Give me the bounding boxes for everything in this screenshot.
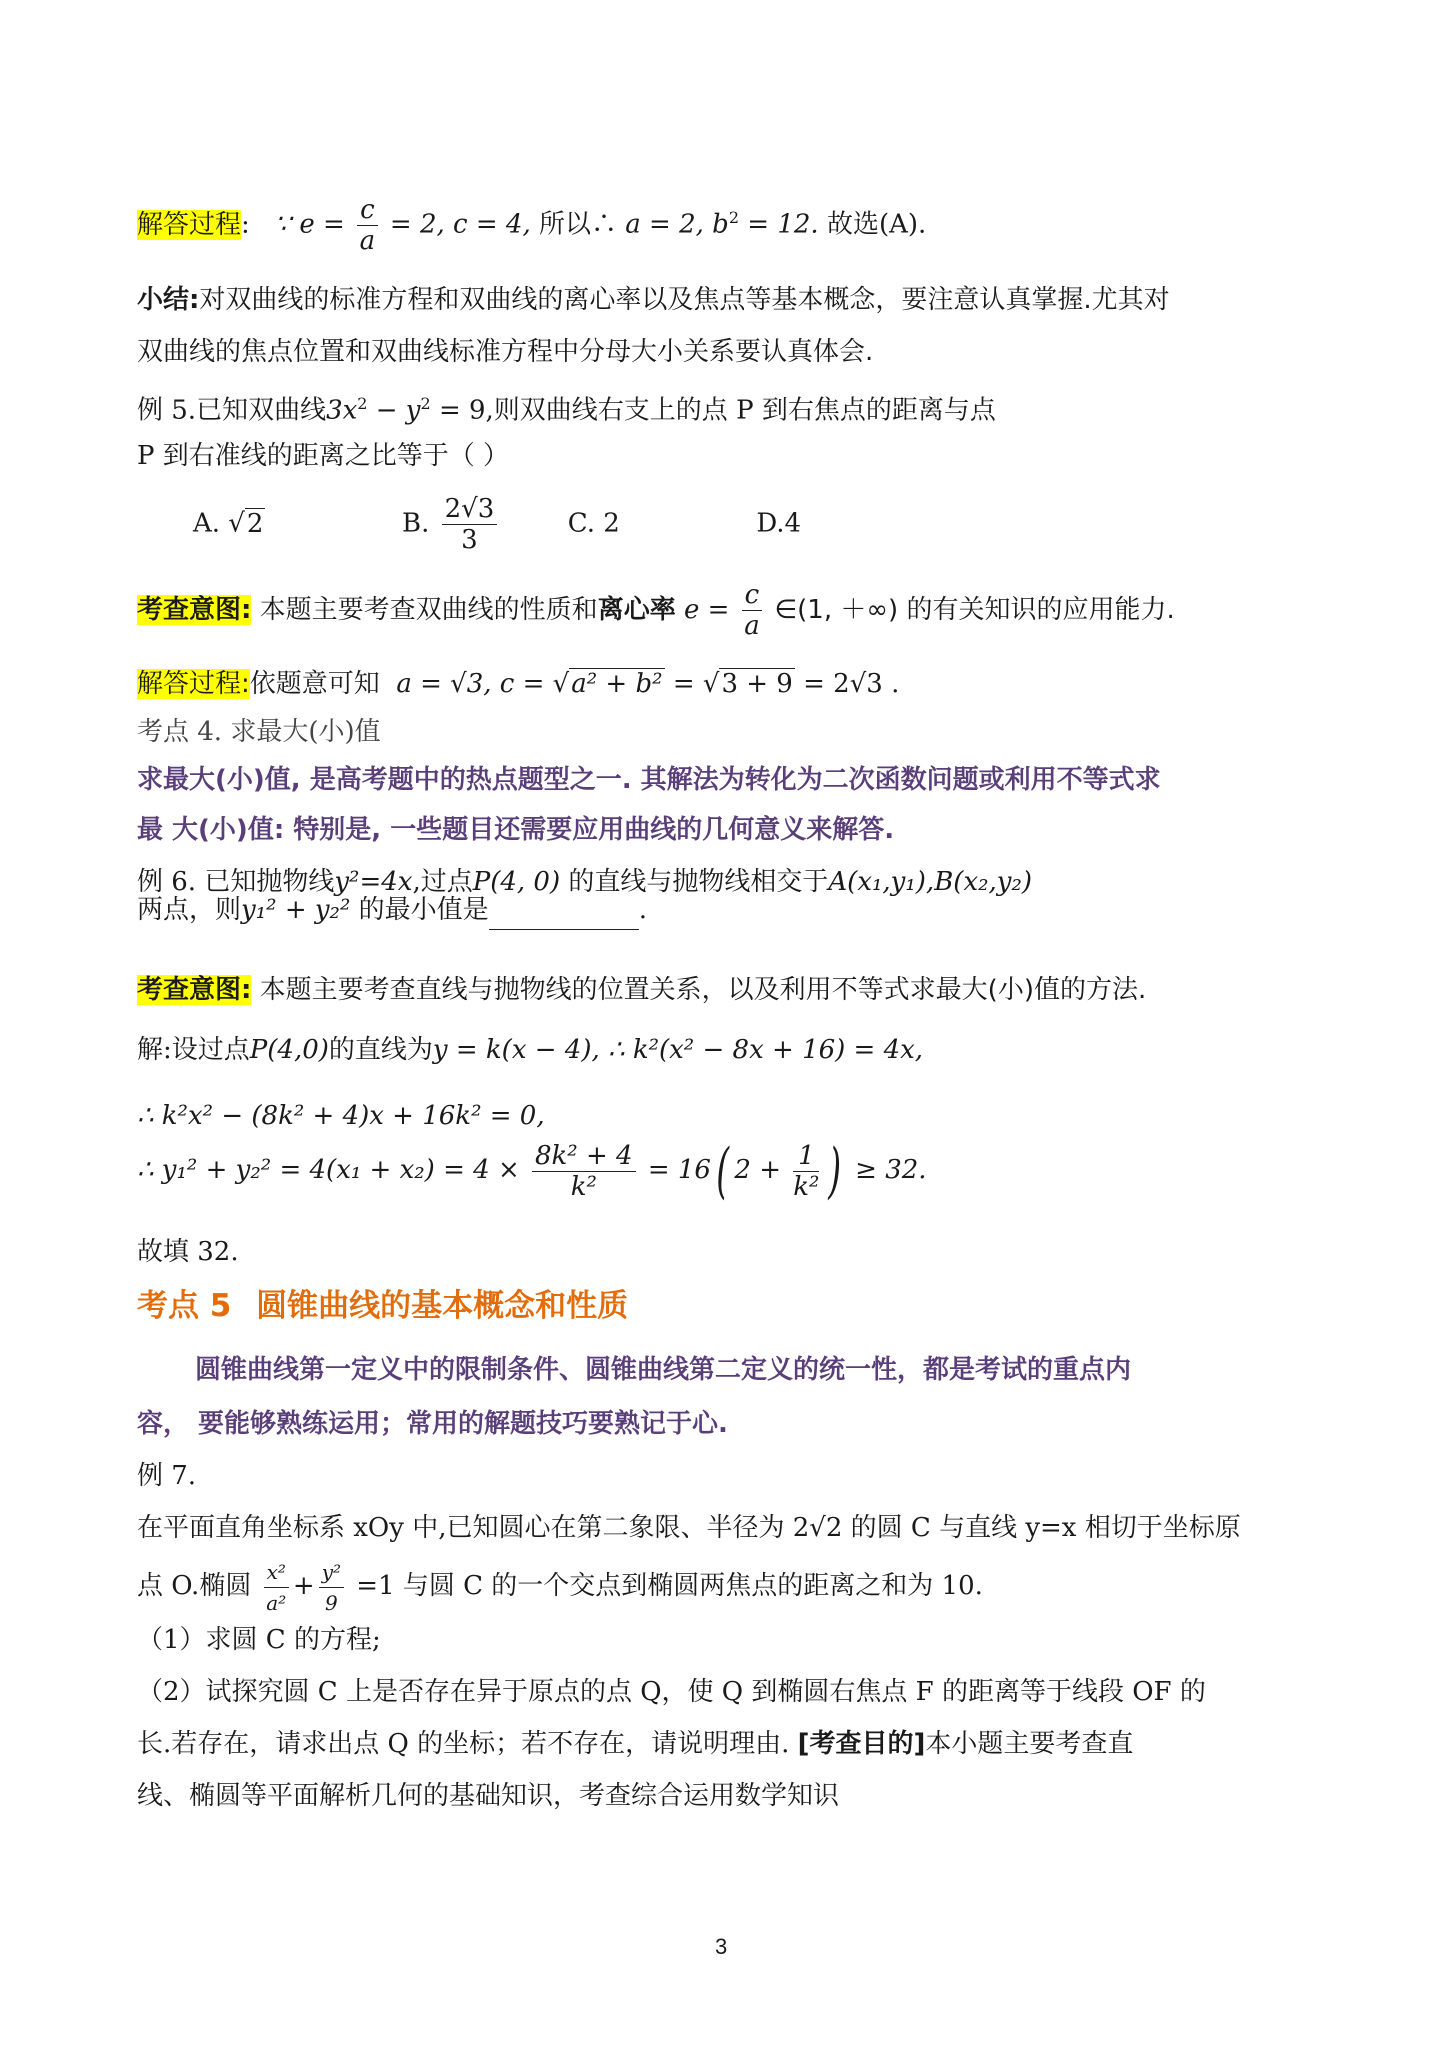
fraction-x2-a2	[264, 1557, 289, 1618]
sup: 2	[420, 394, 431, 413]
example7-label: 例 7.	[137, 1461, 197, 1491]
math-a-c: a = √3, c =	[396, 669, 545, 699]
math-result: a = 2, b	[625, 209, 729, 240]
solution-text: 依题意可知	[249, 669, 380, 699]
intent-text: 本题主要考查直线与抛物线的位置关系，以及利用不等式求最大(小)值的方法.	[259, 975, 1147, 1005]
option-b-label: B.	[401, 508, 430, 539]
ex5-eq2: − y	[367, 395, 421, 426]
so-text: 所以∴	[539, 209, 618, 240]
option-a-label: A.	[193, 508, 221, 539]
solution6-line2: ∴ k²x² − (8k² + 4)x + 16k² = 0,	[137, 1101, 545, 1131]
solution-label: 解答过程	[137, 209, 242, 240]
intent-text: 本题主要考查双曲线的性质和	[259, 595, 598, 625]
kp4-line1: 求最大(小)值, 是高考题中的热点题型之一. 其解法为转化为二次函数问题或利用不等式求	[137, 765, 1161, 795]
choose-text: 故选(A).	[826, 209, 927, 240]
example5-line2: P 到右准线的距离之比等于（ ）	[137, 441, 510, 471]
ex6-expr: y₁² + y₂²	[241, 895, 351, 925]
example7-q1: （1）求圆 C 的方程;	[137, 1625, 381, 1655]
frac-den: 3	[461, 525, 478, 555]
math-eccentricity: ∵ e =	[274, 209, 345, 240]
fraction-c-over-a	[742, 580, 763, 641]
ex6-point: P(4, 0)	[472, 867, 561, 897]
frac-den: a²	[266, 1590, 287, 1615]
ex7-line2-pre: 点 O.椭圆	[137, 1571, 252, 1601]
option-a-value: 2	[246, 508, 264, 539]
option-c: C. 2	[567, 508, 620, 539]
sol6-line3-post: ≥ 32.	[855, 1155, 927, 1185]
intent-tail: 的有关知识的应用能力.	[906, 595, 1175, 625]
q2-label: [考查目的]	[797, 1729, 926, 1759]
ex6-points: A(x₁,y₁),B(x₂,y₂)	[828, 867, 1033, 897]
ex6-post: 的直线与抛物线相交于	[568, 867, 829, 897]
sol6-paren-pre: 2 +	[734, 1155, 781, 1185]
frac-num: 8k² + 4	[532, 1141, 636, 1172]
option-b-fraction	[442, 494, 498, 555]
frac-num: 1	[793, 1141, 819, 1172]
intent5-line	[137, 580, 1175, 641]
frac-den: k²	[793, 1171, 820, 1202]
frac-num: x²	[264, 1557, 289, 1588]
kp5-title: 圆锥曲线的基本概念和性质	[256, 1288, 629, 1324]
left-paren: (	[716, 1136, 730, 1206]
sup: 2	[728, 207, 739, 227]
ex5-eq: 3x	[326, 395, 358, 426]
answer-blank	[489, 903, 639, 930]
solution6-line1	[137, 1030, 923, 1070]
ex5-pre: 例 5.已知双曲线	[137, 395, 327, 426]
sol6-eq: y = k(x − 4), ∴ k²(x² − 8x + 16) = 4x,	[432, 1035, 924, 1065]
ex7-line2-post: =1 与圆 C 的一个交点到椭圆两焦点的距离之和为 10.	[356, 1571, 983, 1601]
ex6-pre: 例 6. 已知抛物线	[137, 867, 335, 897]
sol6-line3-mid: = 16	[647, 1155, 711, 1185]
summary-text: 对双曲线的标准方程和双曲线的离心率以及焦点等基本概念，要注意认真掌握.尤其对	[199, 285, 1170, 315]
ex6-mid: ,过点	[412, 867, 473, 897]
eccentricity-e: e =	[683, 595, 730, 625]
example7-q2-line1: （2）试探究圆 C 上是否存在异于原点的点 Q，使 Q 到椭圆右焦点 F 的距离等于线段 OF 的	[137, 1677, 1206, 1707]
example5-options: A. √2 B. $\frac{2√3}{3}$ C. 2 D.4	[193, 494, 802, 555]
frac-num: c	[357, 195, 378, 226]
intent-bold: 离心率	[597, 595, 676, 625]
intent6-line	[137, 970, 1146, 1010]
ex6-eq: y²=4x	[334, 867, 413, 897]
example6-line2: 两点，则y₁² + y₂² 的最小值是 .	[137, 890, 647, 930]
range: ∈(1, ＋∞)	[774, 595, 899, 625]
kp5-heading	[137, 1286, 628, 1328]
frac-den: 9	[324, 1590, 338, 1615]
colon: :	[241, 209, 250, 240]
fraction-1-k2	[793, 1141, 819, 1202]
right-paren: )	[828, 1136, 842, 1206]
intent-label: 考查意图:	[137, 975, 252, 1005]
math-result-tail: = 12.	[747, 209, 819, 240]
sol6-point: P(4,0)	[249, 1035, 329, 1065]
example7-q2-line2	[137, 1724, 1133, 1764]
ex5-eq3: = 9	[430, 395, 486, 426]
sol6-line3-pre: ∴ y₁² + y₂² = 4(x₁ + x₂) = 4 ×	[137, 1155, 520, 1185]
frac-num: c	[742, 580, 763, 611]
kp4-title: 考点 4. 求最大(小)值	[137, 717, 381, 747]
ex5-post: ,则双曲线右支上的点 P 到右焦点的距离与点	[485, 395, 996, 426]
frac-den: a	[359, 226, 376, 256]
math-values: = 2, c = 4,	[389, 209, 531, 240]
solution-label: 解答过程:	[137, 669, 250, 699]
q2-line2-pre: 长.若存在，请求出点 Q 的坐标；若不存在，请说明理由.	[137, 1729, 790, 1759]
solution-a-line	[137, 195, 926, 256]
sup: 2	[357, 394, 368, 413]
sol6-pre: 解:设过点	[137, 1035, 250, 1065]
example7-q2-line3: 线、椭圆等平面解析几何的基础知识，考查综合运用数学知识	[137, 1781, 840, 1811]
frac-num: y²	[319, 1557, 344, 1588]
sqrt-a2b2: a² + b²	[571, 669, 663, 699]
summary-line1	[137, 280, 1170, 320]
ex6-line2-pre: 两点，则	[137, 895, 242, 925]
kp5-number: 考点 5	[137, 1288, 232, 1324]
sol6-mid: 的直线为	[328, 1035, 433, 1065]
option-d: D.4	[756, 508, 802, 539]
fraction-c-over-a	[357, 195, 378, 256]
fraction-y2-9	[319, 1557, 344, 1618]
plus: +	[292, 1571, 315, 1601]
intent-label: 考查意图:	[137, 595, 252, 625]
solution6-answer: 故填 32.	[137, 1237, 239, 1267]
example7-line2	[137, 1556, 983, 1618]
summary-line2: 双曲线的焦点位置和双曲线标准方程中分母大小关系要认真体会.	[137, 337, 874, 367]
sqrt-3-9: 3 + 9	[721, 669, 793, 699]
example5-line1	[137, 384, 996, 431]
frac-den: k²	[570, 1171, 597, 1202]
math-result: = 2√3 .	[803, 669, 900, 699]
page-number: 3	[715, 1934, 728, 1959]
q2-line2-post: 本小题主要考查直	[925, 1729, 1134, 1759]
solution6-line3	[137, 1136, 927, 1206]
frac-num: 2√3	[442, 494, 498, 525]
example7-line1: 在平面直角坐标系 xOy 中,已知圆心在第二象限、半径为 2√2 的圆 C 与直线 y=x 相切于坐标原	[137, 1513, 1241, 1543]
kp4-line2: 最 大(小)值: 特别是, 一些题目还需要应用曲线的几何意义来解答.	[137, 815, 895, 845]
equals: =	[672, 669, 695, 699]
solution5-line: 解答过程:依题意可知 a = √3, c = √a² + b² = √3 + 9 = 2√3 .	[137, 669, 900, 699]
kp5-line2: 容， 要能够熟练运用；常用的解题技巧要熟记于心.	[137, 1409, 728, 1439]
frac-den: a	[744, 611, 760, 641]
summary-label: 小结:	[137, 285, 200, 315]
kp5-line1: 圆锥曲线第一定义中的限制条件、圆锥曲线第二定义的统一性，都是考试的重点内	[195, 1355, 1132, 1385]
fraction-8k2	[532, 1141, 636, 1202]
ex6-line2-post: 的最小值是	[358, 895, 489, 925]
